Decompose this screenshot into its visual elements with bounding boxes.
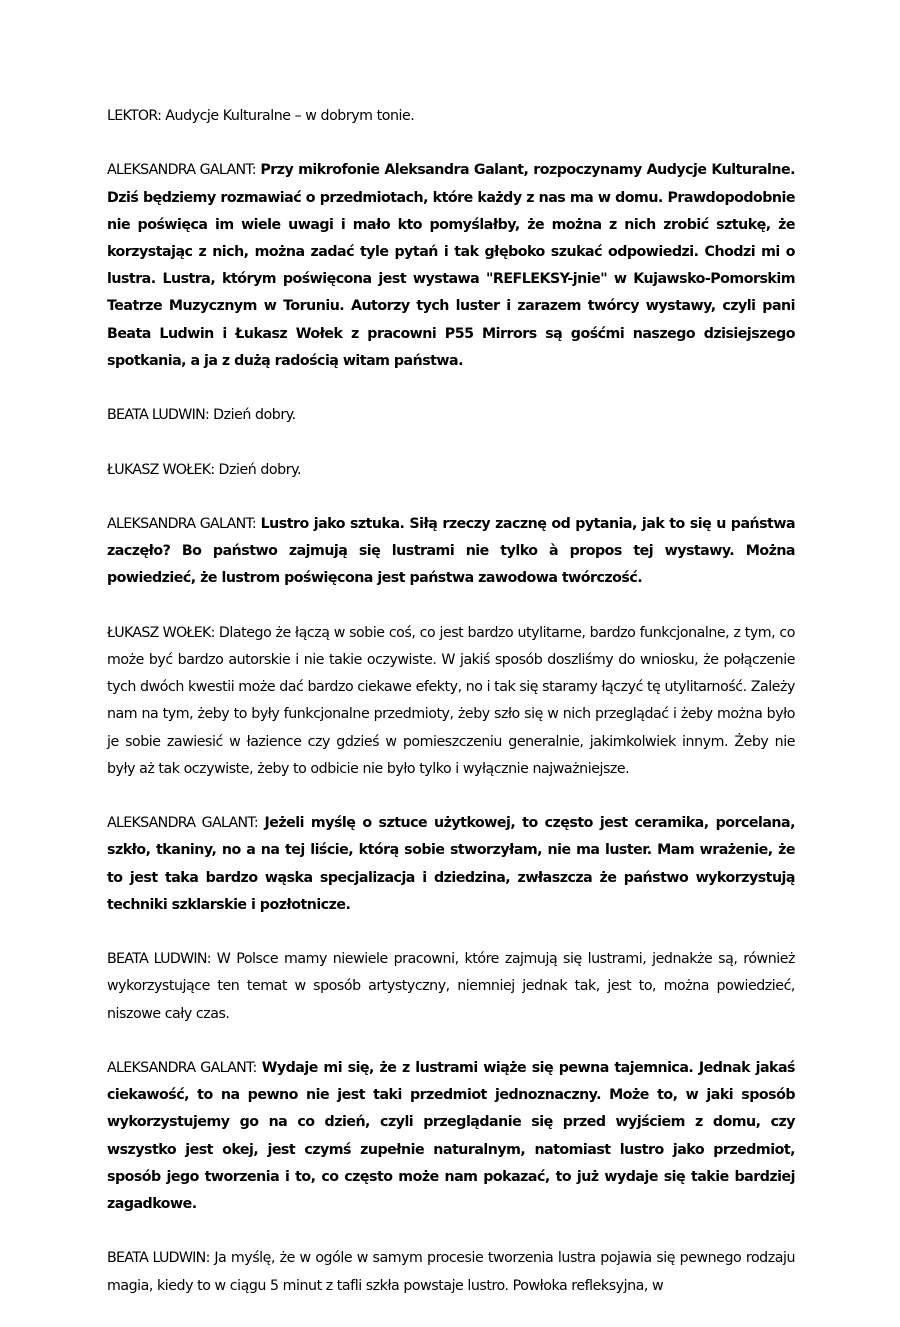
speech-text: Dlatego że łączą w sobie coś, co jest bardzo utylitarne, bardzo funkcjonalne, z tym, co może być bardzo autorskie i nie takie oczywiste. W jakiś sposób doszliśmy do wniosku, że połączenie tych dwóch kwestii może dać bardzo ciekawe efekty, no i tak się staramy łączyć tę utylitarność. Zależy nam na tym, żeby to były funkcjonalne przedmioty, żeby szło się w nich przeglądać i żeby można było je sobie zawiesić w łazience czy gdzieś w pomieszczeniu generalnie, jakimkolwiek innym. Żeby nie były aż tak oczywiste, żeby to odbicie nie było tylko i wyłącznie najważniejsze. — [107, 624, 796, 777]
transcript-paragraph-lektor — [107, 103, 795, 130]
transcript-paragraph-guest — [107, 402, 795, 429]
transcript-paragraph-host — [107, 511, 795, 593]
speaker-label: ŁUKASZ WOŁEK: — [107, 624, 215, 641]
speech-text: W Polsce mamy niewiele pracowni, które zajmują się lustrami, jednakże są, również wykorzystujące ten temat w sposób artystyczny, niemniej jednak tak, jest to, można powiedzieć, niszowe cały czas. — [107, 951, 796, 1022]
speech-text: Dzień dobry. — [218, 461, 302, 478]
transcript-paragraph-host — [107, 1055, 795, 1218]
transcript-paragraph-host — [107, 157, 795, 375]
transcript-page — [107, 103, 795, 1327]
speaker-label: LEKTOR: — [107, 108, 162, 124]
transcript-paragraph-guest — [107, 946, 795, 1028]
speaker-label: ALEKSANDRA GALANT: — [107, 1059, 257, 1076]
speaker-label: ALEKSANDRA GALANT: — [107, 162, 256, 179]
speaker-label: BEATA LUDWIN: — [107, 1250, 210, 1267]
speech-text: Lustro jako sztuka. Siłą rzeczy zacznę od pytania, jak to się u państwa zaczęło? Bo państwo zajmują się lustrami nie tylko à propos tej wystawy. Można powiedzieć, że lustrom poświęcona jest państwa zawodowa twórczość. — [107, 515, 796, 587]
speaker-label: ŁUKASZ WOŁEK: — [107, 461, 215, 478]
transcript-paragraph-host — [107, 810, 795, 919]
speaker-label: BEATA LUDWIN: — [107, 407, 210, 424]
transcript-paragraph-guest — [107, 620, 795, 783]
speech-text: Ja myślę, że w ogóle w samym procesie tworzenia lustra pojawia się pewnego rodzaju magia, kiedy to w ciągu 5 minut z tafli szkła powstaje lustro. Powłoka refleksyjna, w — [107, 1250, 796, 1294]
speech-text: Dzień dobry. — [213, 407, 296, 424]
speech-text: Jeżeli myślę o sztuce użytkowej, to często jest ceramika, porcelana, szkło, tkaniny, no a na tej liście, którą sobie stworzyłam, nie ma luster. Mam wrażenie, że to jest taka bardzo wąska specjalizacja i dziedzina, zwłaszcza że państwo wykorzystują techniki szklarskie i pozłotnicze. — [107, 815, 795, 913]
transcript-paragraph-guest — [107, 457, 795, 484]
speech-text: Audycje Kulturalne – w dobrym tonie. — [165, 108, 415, 124]
speaker-label: ALEKSANDRA GALANT: — [107, 815, 258, 832]
speaker-label: BEATA LUDWIN: — [107, 951, 211, 968]
speech-text: Wydaje mi się, że z lustrami wiąże się pewna tajemnica. Jednak jakaś ciekawość, to na pewno nie jest taki przedmiot jednoznaczny. Może to, w jaki sposób wykorzystujemy go na co dzień, czyli przeglądanie się przed wyjściem z domu, czy wszystko jest okej, jest czymś zupełnie naturalnym, natomiast lustro jako przedmiot, sposób jego tworzenia i to, co często może nam pokazać, to już wydaje się takie bardziej zagadkowe. — [107, 1059, 795, 1212]
speech-text: Przy mikrofonie Aleksandra Galant, rozpoczynamy Audycje Kulturalne. Dziś będziemy rozmawiać o przedmiotach, które każdy z nas ma w domu. Prawdopodobnie nie poświęca im wiele uwagi i mało kto pomyślałby, że można z nich zrobić sztukę, że korzystając z nich, można zadać tyle pytań i tak głęboko szukać odpowiedzi. Chodzi mi o lustra. Lustra, którym poświęcona jest wystawa "REFLEKSY-jnie" w Kujawsko-Pomorskim Teatrze Muzycznym w Toruniu. Autorzy tych luster i zarazem twórcy wystawy, czyli pani Beata Ludwin i Łukasz Wołek z pracowni P55 Mirrors są gośćmi naszego dzisiejszego spotkania, a ja z dużą radością witam państwa. — [107, 162, 796, 369]
speaker-label: ALEKSANDRA GALANT: — [107, 515, 256, 532]
